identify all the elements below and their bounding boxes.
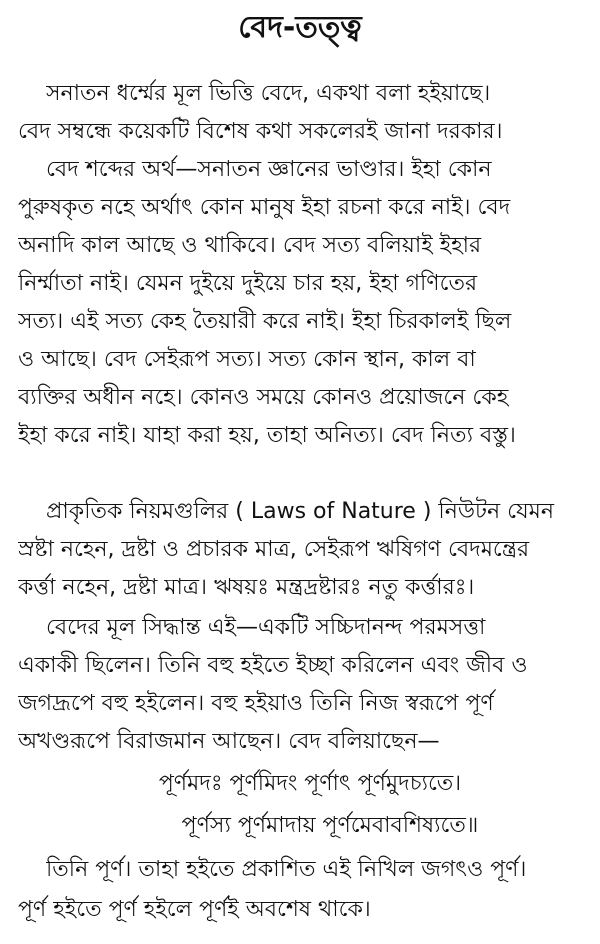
paragraph-line-16: জগদ্রূপে বহু হইলেন। বহু হইয়াও তিনি নিজ স্বরূপে পূর্ণ (18, 691, 494, 716)
paragraph-line-4: পুরুষকৃত নহে অর্থাৎ কোন মানুষ ইহা রচনা করে নাই। বেদ (18, 195, 511, 220)
paragraph-line-18: তিনি পূর্ণ। তাহা হইতে প্রকাশিত এই নিখিল জগৎও পূর্ণ। (46, 857, 527, 882)
paragraph-line-17: অখণ্ডরূপে বিরাজমান আছেন। বেদ বলিয়াছেন— (18, 729, 440, 754)
paragraph-line-13: কর্ত্তা নহেন, দ্রষ্টা মাত্র। ঋষয়ঃ মন্ত্রদ্রষ্টারঃ নতু কর্ত্তারঃ। (18, 575, 475, 600)
page-title: বেদ-তত্ত্ব (238, 10, 362, 45)
paragraph-line-1: সনাতন ধর্ম্মের মূল ভিত্তি বেদে, একথা বলা হইয়াছে। (46, 81, 491, 106)
paragraph-line-10: ইহা করে নাই। যাহা করা হয়, তাহা অনিত্য। বেদ নিত্য বস্তু। (18, 423, 516, 448)
paragraph-line-5: অনাদি কাল আছে ও থাকিবে। বেদ সত্য বলিয়াই ইহার (18, 233, 482, 258)
paragraph-line-7: সত্য। এই সত্য কেহ তৈয়ারী করে নাই। ইহা চিরকালই ছিল (18, 309, 512, 334)
paragraph-line-14: বেদের মূল সিদ্ধান্ত এই—একটি সচ্চিদানন্দ পরমসত্তা (46, 615, 486, 640)
paragraph-line-9: ব্যক্তির অধীন নহে। কোনও সময়ে কোনও প্রয়োজনে কেহ (18, 385, 509, 410)
paragraph-line-6: নির্ম্মাতা নাই। যেমন দুইয়ে দুইয়ে চার হয়, ইহা গণিতের (18, 271, 478, 296)
paragraph-line-3: বেদ শব্দের অর্থ—সনাতন জ্ঞানের ভাণ্ডার। ইহা কোন (46, 157, 492, 182)
verse-line-2: পূর্ণস্য পূর্ণমাদায় পূর্ণমেবাবশিষ্যতে॥ (181, 813, 479, 838)
verse-line-1: পূর্ণমদঃ পূর্ণমিদং পূর্ণাৎ পূর্ণমুদচ্যতে। (158, 771, 462, 796)
paragraph-line-11: প্রাকৃতিক নিয়মগুলির ( Laws of Nature ) নিউটন যেমন (46, 499, 555, 524)
paragraph-line-2: বেদ সম্বন্ধে কয়েকটি বিশেষ কথা সকলেরই জানা দরকার। (18, 119, 503, 144)
paragraph-line-19: পূর্ণ হইতে পূর্ণ হইলে পূর্ণই অবশেষ থাকে। (18, 897, 371, 922)
paragraph-line-8: ও আছে। বেদ সেইরূপ সত্য। সত্য কোন স্থান, কাল বা (18, 347, 476, 372)
paragraph-line-12: স্রষ্টা নহেন, দ্রষ্টা ও প্রচারক মাত্র, সেইরূপ ঋষিগণ বেদমন্ত্রের (18, 537, 530, 562)
paragraph-line-15: একাকী ছিলেন। তিনি বহু হইতে ইচ্ছা করিলেন এবং জীব ও (18, 653, 528, 678)
